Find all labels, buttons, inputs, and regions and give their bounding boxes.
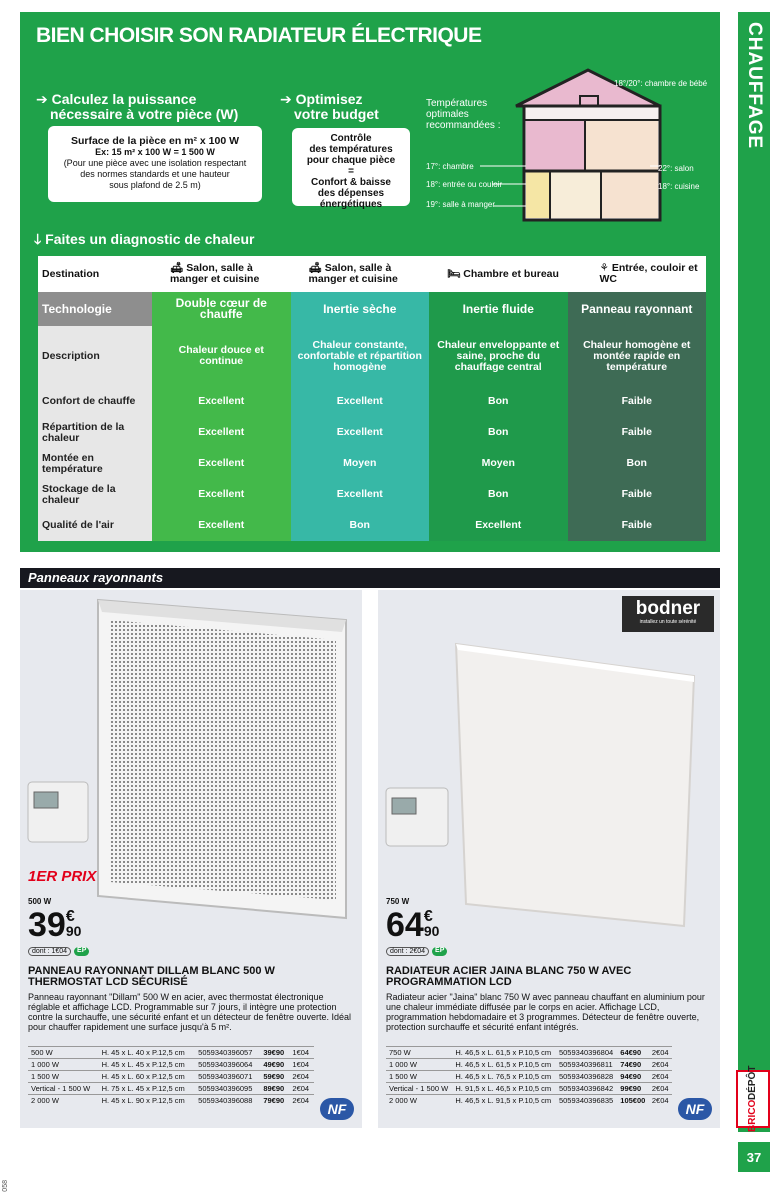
table-row [38,448,706,479]
temp-entree: 18°: entrée ou couloir [426,180,503,189]
table-cell: Bon [291,510,430,541]
spec-table [386,1046,672,1107]
first-price-badge: 1ER PRIX [28,868,97,885]
table-cell: Faible [568,510,707,541]
desc-cell: Chaleur enveloppante et saine, proche du chauffage central [429,326,568,386]
bodner-logo: bodner installez un toute sérénité [622,596,714,632]
spec-table [28,1046,314,1107]
table-cell: Excellent [152,386,291,417]
table-cell: Moyen [429,448,568,479]
ep-badge: EP [432,947,447,956]
row-label: Montée en température [38,448,152,479]
spec-row: 500 W H. 45 x L. 40 x P.12,5 cm 5059340396057 39€90 1€04 [28,1047,314,1059]
spec-row: Vertical - 1 500 W H. 75 x L. 45 x P.12,5 cm 5059340396095 89€90 2€04 [28,1083,314,1095]
product-power: 500 W [28,897,52,906]
table-cell: Faible [568,386,707,417]
table-cell: Bon [568,448,707,479]
product-description: Radiateur acier "Jaina" blanc 750 W avec panneau chauffant en aluminium pour une chaleur immédiate diffusée par le corps en acier. Affichage LCD, programmation hebdomadaire et 3 programmes. Détecteur de fenêtre ouverte, protection surchauffe et sécurité enfant intégrés. [386,992,705,1032]
row-label: Confort de chauffe [38,386,152,417]
desc-cell: Chaleur constante, confortable et répartition homogène [291,326,430,386]
table-row [38,510,706,541]
table-row [38,479,706,510]
temp-chambre: 17°: chambre [426,162,474,171]
temp-cuisine: 18°: cuisine [658,182,700,191]
tech-cell: Double cœur de chauffe [152,292,291,326]
table-row [38,256,706,292]
radiator-image [384,640,714,930]
product-title: PANNEAU RAYONNANT DILLAM BLANC 500 W THERMOSTAT LCD SÉCURISÉ [28,965,275,988]
price [28,908,81,942]
temps-heading: Températures optimales recommandées : [426,98,501,131]
desc-cell: Chaleur douce et continue [152,326,291,386]
price-decimal: 90 [65,923,82,939]
sofa-icon: 🛋 [170,262,187,274]
ep-badge: EP [74,947,89,956]
dest-cell: ⚘ Entrée, couloir et WC [568,256,707,292]
spec-row: 2 000 W H. 45 x L. 90 x P.12,5 cm 5059340396088 79€90 2€04 [28,1095,314,1107]
spec-row: 1 500 W H. 46,5 x L. 76,5 x P.10,5 cm 5059340396828 94€90 2€04 [386,1071,672,1083]
price-integer: 39 [28,906,66,944]
eco-contribution [386,947,447,956]
table-row [38,326,706,386]
eco-amount: dont : 2€04 [386,947,429,956]
dest-cell: 🛋 Salon, salle à manger et cuisine [152,256,291,292]
catalog-code: 058 [2,1180,9,1192]
product-title: RADIATEUR ACIER JAINA BLANC 750 W AVEC PROGRAMMATION LCD [386,965,632,988]
row-label: Répartition de la chaleur [38,417,152,448]
tech-label: Technologie [38,292,152,326]
calc-heading: ➔ Calculez la puissance nécessaire à votre pièce (W) [36,91,239,122]
table-cell: Faible [568,417,707,448]
dest-label: Destination [38,256,152,292]
section-banner-title: Panneaux rayonnants [28,570,164,585]
table-row [38,386,706,417]
arrow-right-icon: ➔ [280,91,296,107]
table-cell: Excellent [152,417,291,448]
spec-row: 1 000 W H. 46,5 x L. 61,5 x P.10,5 cm 5059340396811 74€90 2€04 [386,1059,672,1071]
price-currency: € [65,908,75,925]
dest-cell: 🛋 Salon, salle à manger et cuisine [291,256,430,292]
plant-icon: ⚘ [599,262,612,274]
dest-cell: 🛏 Chambre et bureau [429,256,568,292]
spec-row: 2 000 W H. 46,5 x L. 91,5 x P.10,5 cm 5059340396835 105€00 2€04 [386,1095,672,1107]
row-label: Qualité de l'air [38,510,152,541]
row-label: Stockage de la chaleur [38,479,152,510]
nf-certification-logo: NF [678,1098,712,1120]
table-cell: Bon [429,386,568,417]
table-cell: Excellent [291,479,430,510]
table-cell: Excellent [152,510,291,541]
nf-certification-logo: NF [320,1098,354,1120]
category-label: CHAUFFAGE [744,22,765,150]
arrow-down-icon: 🡓 [34,231,46,247]
spec-row: 1 500 W H. 45 x L. 60 x P.12,5 cm 5059340396071 59€90 2€04 [28,1071,314,1083]
table-row [38,292,706,326]
table-cell: Excellent [152,448,291,479]
price [386,908,439,942]
table-row [38,417,706,448]
price-currency: € [423,908,433,925]
table-cell: Excellent [152,479,291,510]
tech-cell: Panneau rayonnant [568,292,707,326]
table-cell: Bon [429,479,568,510]
eco-amount: dont : 1€04 [28,947,71,956]
tech-cell: Inertie sèche [291,292,430,326]
price-decimal: 90 [423,923,440,939]
desc-label: Description [38,326,152,386]
heat-diagnostic-table [38,256,706,541]
product-power: 750 W [386,897,410,906]
table-cell: Excellent [291,386,430,417]
bed-icon: 🛏 [447,267,464,280]
temp-salon: 22°: salon [658,164,694,173]
table-cell: Moyen [291,448,430,479]
spec-row: 750 W H. 46,5 x L. 61,5 x P.10,5 cm 5059340396804 64€90 2€04 [386,1047,672,1059]
price-integer: 64 [386,906,424,944]
temp-salle-a-manger: 19°: salle à manger [426,200,496,209]
page-title: BIEN CHOISIR SON RADIATEUR ÉLECTRIQUE [36,24,482,47]
sofa-icon: 🛋 [308,262,325,274]
arrow-right-icon: ➔ [36,91,52,107]
temp-bebe: 18°/20°: chambre de bébé [614,79,708,88]
budget-heading: ➔ Optimisez votre budget [280,91,379,122]
table-cell: Faible [568,479,707,510]
brico-depot-logo: BRICO DÉPÔT [736,1070,770,1128]
spec-row: 1 000 W H. 45 x L. 45 x P.12,5 cm 5059340396064 49€90 1€04 [28,1059,314,1071]
table-cell: Excellent [429,510,568,541]
eco-contribution [28,947,89,956]
page-number: 37 [738,1142,770,1172]
budget-box: Contrôle des températures pour chaque pièce = Confort & baisse des dépenses énergétiques [292,128,410,206]
calc-box: Surface de la pièce en m² x 100 W Ex: 15 m² x 100 W = 1 500 W (Pour une pièce avec une isolation respectant des normes standards et une hauteur sous plafond de 2.5 m) [48,126,262,202]
spec-row: Vertical - 1 500 W H. 91,5 x L. 46,5 x P.10,5 cm 5059340396842 99€90 2€04 [386,1083,672,1095]
tech-cell: Inertie fluide [429,292,568,326]
desc-cell: Chaleur homogène et montée rapide en température [568,326,707,386]
table-cell: Excellent [291,417,430,448]
product-description: Panneau rayonnant "Dillam" 500 W en acier, avec thermostat électronique réglable et affichage LCD. Programmable sur 7 jours, il intègre une protection contre la surchauffe, une sécurité enfant et un détecteur de fenêtre ouverte. Idéal pour chauffer rapidement une surface jusqu'à 5 m². [28,992,352,1032]
table-cell: Bon [429,417,568,448]
diag-heading: 🡓 Faites un diagnostic de chaleur [34,231,255,247]
